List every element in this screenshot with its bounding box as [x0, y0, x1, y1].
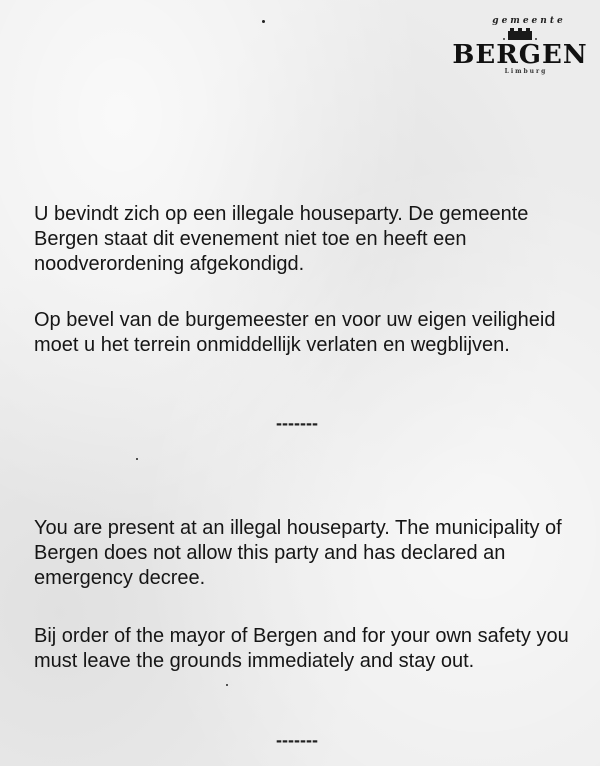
dust-speck [226, 684, 228, 686]
dust-speck [262, 20, 265, 23]
dust-speck [136, 458, 138, 460]
dutch-paragraph-2: Op bevel van de burgemeester en voor uw eigen veiligheid moet u het terrein onmiddellijk verlaten en wegblijven. [34, 309, 556, 356]
english-paragraph-1: You are present at an illegal houseparty. The municipality of Bergen does not allow this party and has declared an emergency decree. [34, 517, 562, 589]
english-paragraph-2: Bij order of the mayor of Bergen and for your own safety you must leave the grounds immediately and stay out. [34, 625, 569, 672]
english-separator: ------- [276, 730, 318, 750]
logo-main-text: BERGEN [452, 40, 588, 70]
logo-sub-text: Limburg [504, 68, 548, 75]
municipality-logo [450, 16, 590, 75]
dutch-paragraph-1: U bevindt zich op een illegale houseparty. De gemeente Bergen staat dit evenement niet toe en heeft een noodverordening afgekondigd. [34, 203, 529, 275]
dutch-separator: ------- [276, 413, 318, 433]
logo-top-text: gemeente [492, 16, 566, 26]
